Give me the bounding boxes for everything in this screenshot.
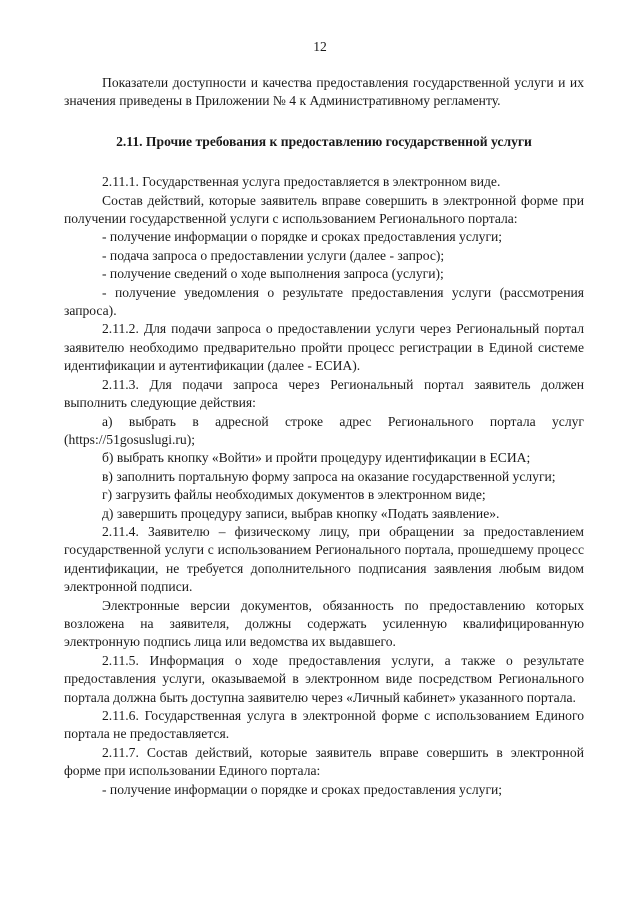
list-item: - подача запроса о предоставлении услуги (далее - запрос); <box>102 247 445 263</box>
paragraph: Электронные версии документов, обязанность по предоставлению которых возложена на заявителя, должны содержать усиленную квалифицированную электронную подпись лица или ведомства их выдавшего. <box>64 597 584 650</box>
page-content <box>64 74 584 799</box>
list-item: в) заполнить портальную форму запроса на оказание государственной услуги; <box>102 468 556 484</box>
paragraph: 2.11.1. Государственная услуга предоставляется в электронном виде. <box>102 174 501 190</box>
paragraph: 2.11.4. Заявителю – физическому лицу, при обращении за предоставлением государственной услуги с использованием Регионального портала, прошедшему процесс идентификации, не требуется дополнительного подписания заявления любым видом электронной подписи. <box>64 523 584 595</box>
paragraph: 2.11.7. Состав действий, которые заявитель вправе совершить в электронной форме при использовании Единого портала: <box>64 744 584 779</box>
section-heading: 2.11. Прочие требования к предоставлению государственной услуги <box>116 133 532 149</box>
paragraph-indicators: Показатели доступности и качества предоставления государственной услуги и их значения приведены в Приложении № 4 к Административному регламенту. <box>64 75 584 109</box>
paragraph: Состав действий, которые заявитель вправе совершить в электронной форме при получении государственной услуги с использованием Регионального портала: <box>64 192 584 227</box>
page-number: 12 <box>313 39 327 54</box>
list-item: - получение информации о порядке и сроках предоставления услуги; <box>102 229 503 245</box>
paragraph: 2.11.6. Государственная услуга в электронной форме с использованием Единого портала не предоставляется. <box>64 708 584 742</box>
list-item: - получение сведений о ходе выполнения запроса (услуги); <box>102 266 444 282</box>
list-item: д) завершить процедуру записи, выбрав кнопку «Подать заявление». <box>102 505 500 521</box>
list-item: - получение уведомления о результате предоставления услуги (рассмотрения запроса). <box>64 284 584 319</box>
list-item: г) загрузить файлы необходимых документов в электронном виде; <box>102 487 486 503</box>
list-item: а) выбрать в адресной строке адрес Регионального портала услуг (https://51gosuslugi.ru); <box>64 413 584 447</box>
paragraph: 2.11.2. Для подачи запроса о предоставлении услуги через Региональный портал заявителю необходимо предварительно пройти процесс регистрации в Единой системе идентификации и аутентификации (далее - ЕСИА). <box>64 321 584 374</box>
list-item: б) выбрать кнопку «Войти» и пройти процедуру идентификации в ЕСИА; <box>102 450 531 466</box>
paragraph: 2.11.3. Для подачи запроса через Региональный портал заявитель должен выполнить следующие действия: <box>64 376 584 411</box>
paragraph: 2.11.5. Информация о ходе предоставления услуги, а также о результате предоставления услуги, оказываемой в электронном виде посредством Регионального портала должна быть доступна заявителю через «Личный кабинет» указанного портала. <box>64 652 584 705</box>
list-item: - получение информации о порядке и сроках предоставления услуги; <box>102 781 503 797</box>
